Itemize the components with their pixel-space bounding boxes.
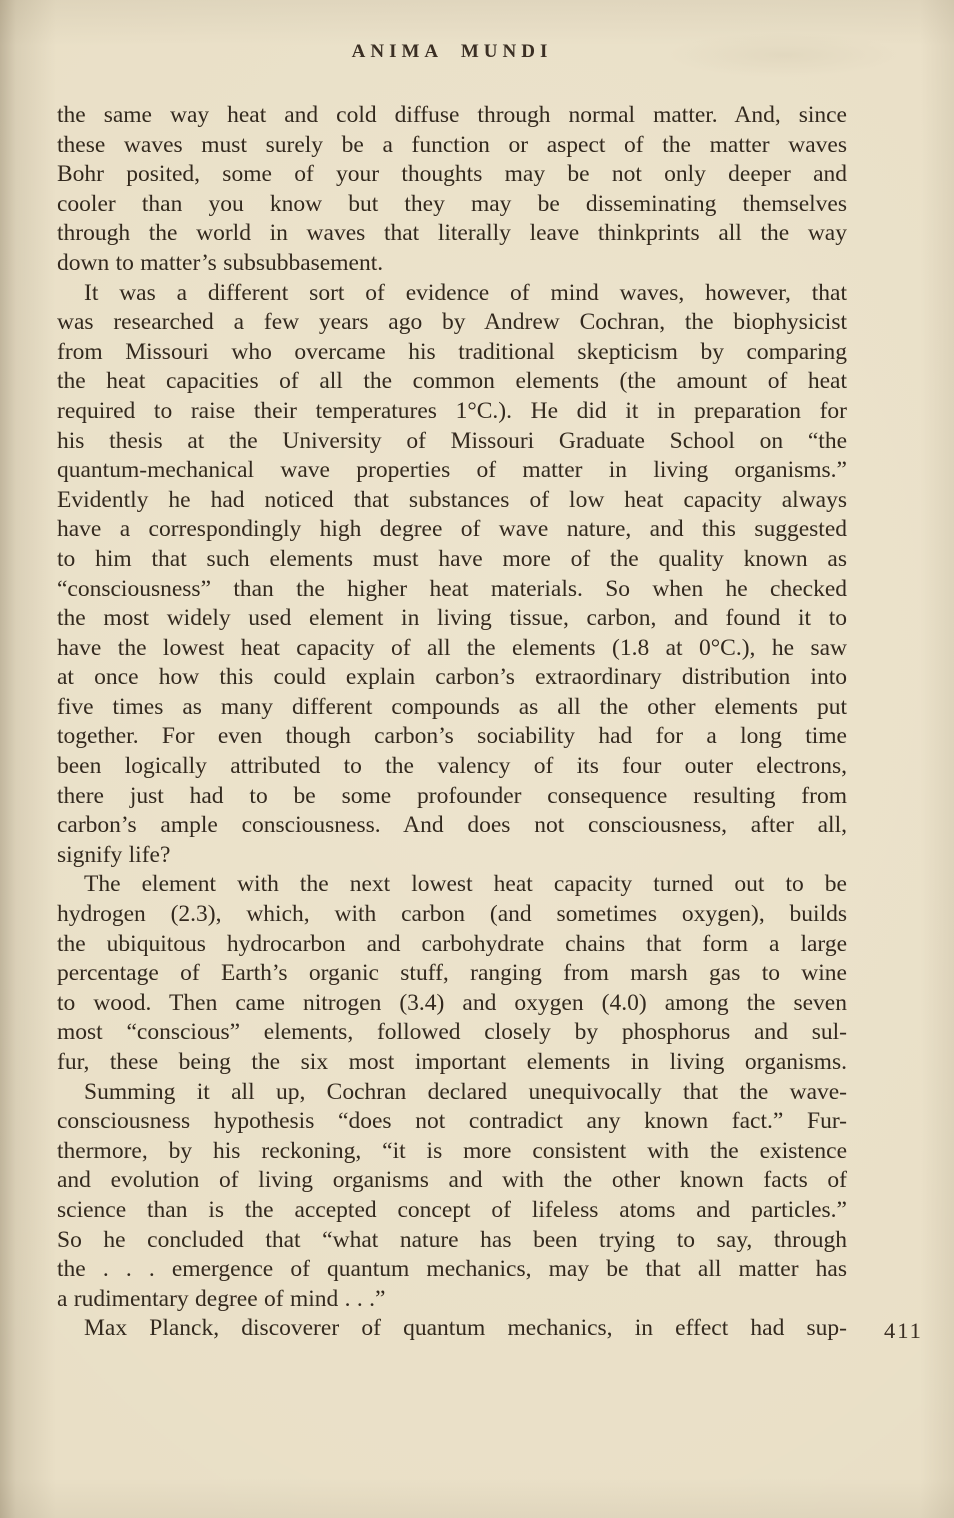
text-line: the . . . emergence of quantum mechanics, may be that all matter has <box>57 1256 847 1283</box>
text-line: Bohr posited, some of your thoughts may be not only deeper and <box>57 161 847 188</box>
text-line: there just had to be some profounder consequence resulting from <box>57 782 847 809</box>
text-line: Evidently he had noticed that substances of low heat capacity always <box>57 486 847 513</box>
text-line: from Missouri who overcame his traditional skepticism by comparing <box>57 338 847 365</box>
text-line: these waves must surely be a function or aspect of the matter waves <box>57 131 847 158</box>
text-line: thermore, by his reckoning, “it is more consistent with the existence <box>57 1137 847 1164</box>
text-line: through the world in waves that literally leave thinkprints all the way <box>57 220 847 247</box>
text-line: hydrogen (2.3), which, with carbon (and sometimes oxygen), builds <box>57 901 847 928</box>
text-line: required to raise their temperatures 1°C.). He did it in preparation for <box>57 397 847 424</box>
text-line: consciousness hypothesis “does not contradict any known fact.” Fur- <box>57 1108 847 1135</box>
text-line: the most widely used element in living tissue, carbon, and found it to <box>57 605 847 632</box>
paragraph <box>57 1314 847 1344</box>
text-line: at once how this could explain carbon’s extraordinary distribution into <box>57 664 847 691</box>
text-line: science than is the accepted concept of lifeless atoms and particles.” <box>57 1196 847 1223</box>
paragraph <box>57 1078 847 1315</box>
text-line: signify life? <box>57 841 171 868</box>
page-body <box>57 101 847 1344</box>
text-line: been logically attributed to the valency of its four outer electrons, <box>57 753 847 780</box>
paragraph <box>57 279 847 871</box>
paragraph <box>57 101 847 279</box>
text-line: have a correspondingly high degree of wave nature, and this suggested <box>57 516 847 543</box>
text-line: fur, these being the six most important elements in living organisms. <box>57 1049 847 1075</box>
text-line: to wood. Then came nitrogen (3.4) and oxygen (4.0) among the seven <box>57 989 847 1016</box>
text-line: to him that such elements must have more of the quality known as <box>57 545 847 572</box>
text-line: have the lowest heat capacity of all the elements (1.8 at 0°C.), he saw <box>57 634 847 661</box>
text-line: and evolution of living organisms and with the other known facts of <box>57 1167 847 1194</box>
text-line: a rudimentary degree of mind . . .” <box>57 1285 386 1312</box>
text-line: cooler than you know but they may be disseminating themselves <box>57 190 847 217</box>
page-number: 411 <box>884 1318 923 1343</box>
text-line: the ubiquitous hydrocarbon and carbohydrate chains that form a large <box>57 930 847 957</box>
text-line: It was a different sort of evidence of mind waves, however, that <box>84 279 847 306</box>
text-line: his thesis at the University of Missouri Graduate School on “the <box>57 427 847 454</box>
text-line: The element with the next lowest heat capacity turned out to be <box>84 871 847 898</box>
paragraph <box>57 870 847 1077</box>
text-line: most “conscious” elements, followed closely by phosphorus and sul- <box>57 1019 847 1046</box>
running-head: ANIMA MUNDI <box>351 41 553 62</box>
text-line: the same way heat and cold diffuse through normal matter. And, since <box>57 102 847 128</box>
text-line: “consciousness” than the higher heat materials. So when he checked <box>57 575 847 602</box>
text-line: together. For even though carbon’s sociability had for a long time <box>57 723 847 750</box>
text-line: was researched a few years ago by Andrew Cochran, the biophysicist <box>57 309 847 336</box>
text-line: So he concluded that “what nature has been trying to say, through <box>57 1226 847 1253</box>
text-line: quantum-mechanical wave properties of matter in living organisms.” <box>57 457 847 484</box>
text-line: the heat capacities of all the common elements (the amount of heat <box>57 368 847 395</box>
text-line: Max Planck, discoverer of quantum mechanics, in effect had sup- <box>84 1315 847 1342</box>
text-line: down to matter’s subsubbasement. <box>57 249 384 276</box>
text-line: Summing it all up, Cochran declared unequivocally that the wave- <box>84 1078 847 1105</box>
text-line: carbon’s ample consciousness. And does not consciousness, after all, <box>57 812 847 839</box>
text-line: percentage of Earth’s organic stuff, ranging from marsh gas to wine <box>57 960 847 987</box>
text-line: five times as many different compounds as all the other elements put <box>57 693 847 720</box>
